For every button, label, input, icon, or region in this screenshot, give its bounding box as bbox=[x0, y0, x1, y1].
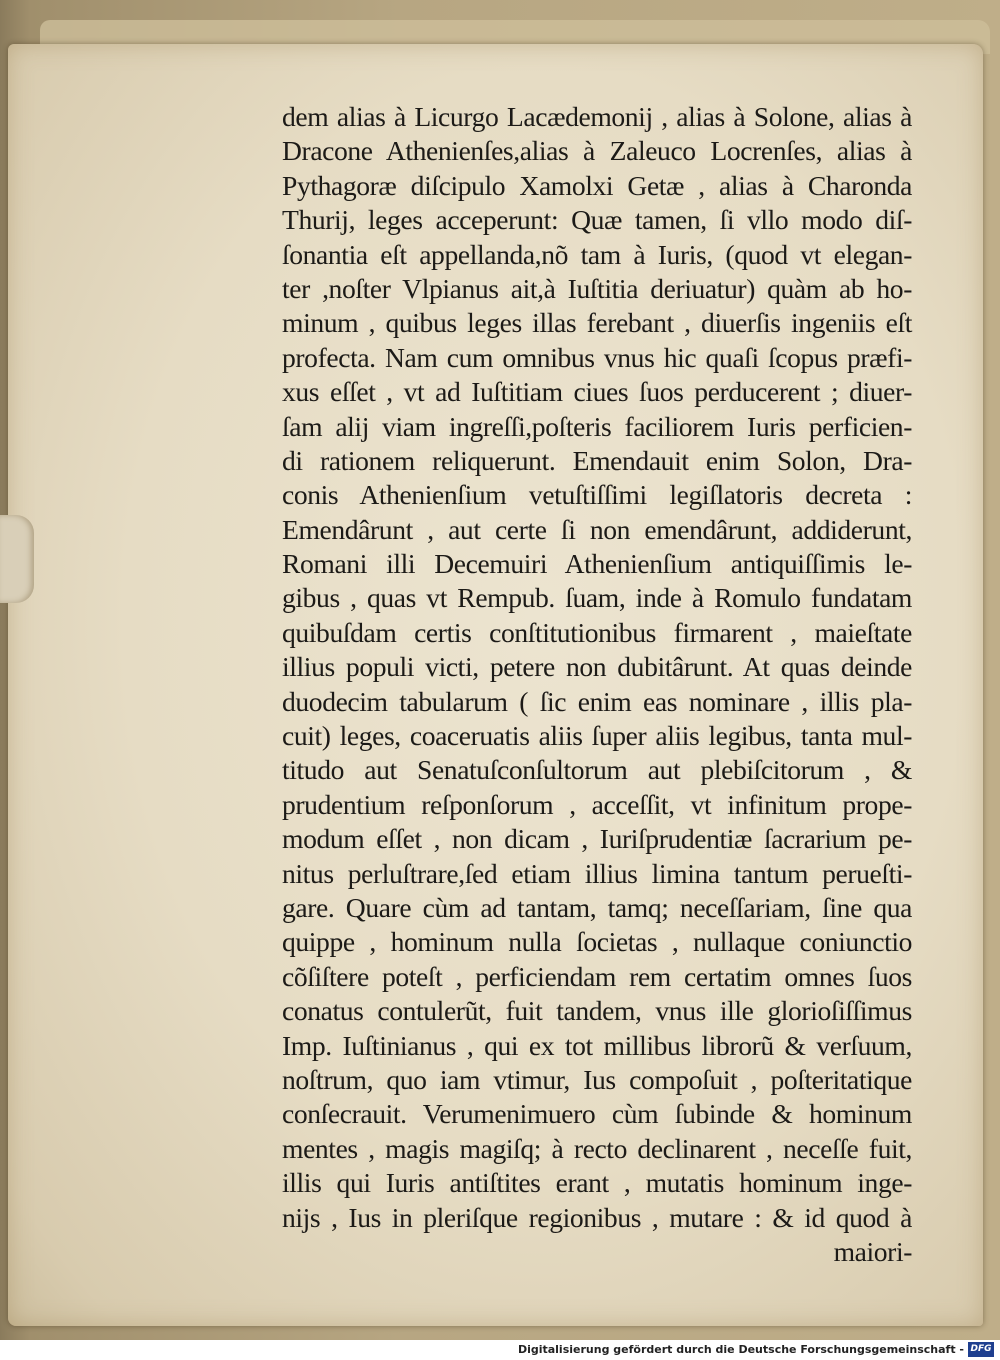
text-line: Romani illi Decemuiri Athenienſium antiquiſſimis le- bbox=[282, 548, 912, 580]
text-line: modum eſſet , non dicam , Iuriſprudentiæ ſacrarium pe- bbox=[282, 823, 912, 855]
page-tab bbox=[0, 515, 34, 603]
catchword: maiori- bbox=[833, 1235, 912, 1267]
text-line: quippe , hominum nulla ſocietas , nullaque coniunctio bbox=[282, 926, 912, 958]
text-line: illius populi victi, petere non dubitârunt. At quas deinde bbox=[282, 651, 912, 683]
text-line: conſecrauit. Verumenimuero cùm ſubinde & hominum bbox=[282, 1098, 912, 1130]
text-line: duodecim tabularum ( ſic enim eas nominare , illis pla- bbox=[282, 685, 912, 717]
text-line: nijs , Ius in pleriſque regionibus , mutare : & id quod à bbox=[282, 1201, 912, 1233]
text-line: ſonantia eſt appellanda,nõ tam à Iuris, (quod vt elegan- bbox=[282, 238, 912, 270]
text-line: cuit) leges, coaceruatis aliis ſuper aliis legibus, tanta mul- bbox=[282, 720, 912, 752]
text-line: noſtrum, quo iam vtimur, Ius compoſuit , poſteritatique bbox=[282, 1063, 912, 1095]
text-line: profecta. Nam cum omnibus vnus hic quaſi ſcopus præfi- bbox=[282, 341, 912, 373]
text-line: Thurij, leges acceperunt: Quæ tamen, ſi vllo modo diſ- bbox=[282, 204, 912, 236]
page-text bbox=[282, 100, 912, 1269]
text-line: Dracone Athenienſes,alias à Zaleuco Locrenſes, alias à bbox=[282, 135, 912, 167]
digitization-footer bbox=[0, 1340, 1000, 1360]
text-line: gibus , quas vt Rempub. ſuam, inde à Romulo fundatam bbox=[282, 582, 912, 614]
funding-credit: Digitalisierung gefördert durch die Deutsche Forschungsgemeinschaft - bbox=[517, 1343, 964, 1356]
text-line: conis Athenienſium vetuſtiſſimi legiſlatoris decreta : bbox=[282, 479, 912, 511]
text-line: illis qui Iuris antiſtites erant , mutatis hominum inge- bbox=[282, 1167, 912, 1199]
text-line: prudentium reſponſorum , acceſſit, vt infinitum prope- bbox=[282, 788, 912, 820]
text-line: Emendârunt , aut certe ſi non emendârunt, addiderunt, bbox=[282, 513, 912, 545]
text-line: nitus perluſtrare,ſed etiam illius limina tantum perueſti- bbox=[282, 857, 912, 889]
text-line: gare. Quare cùm ad tantam, tamq; neceſſariam, ſine qua bbox=[282, 891, 912, 923]
text-line: xus eſſet , vt ad Iuſtitiam ciues ſuos perducerent ; diuer- bbox=[282, 376, 912, 408]
text-line: mentes , magis magiſq; à recto declinarent , neceſſe fuit, bbox=[282, 1132, 912, 1164]
text-line: dem alias à Licurgo Lacædemonij , alias à Solone, alias à bbox=[282, 101, 912, 132]
text-line: ter ,noſter Vlpianus ait,à Iuſtitia deriuatur) quàm ab ho- bbox=[282, 272, 912, 304]
text-line: di rationem reliquerunt. Emendauit enim Solon, Dra- bbox=[282, 444, 912, 476]
text-line: quibuſdam certis conſtitutionibus firmarent , maieſtate bbox=[282, 616, 912, 648]
text-line: titudo aut Senatuſconſultorum aut plebiſcitorum , & bbox=[282, 754, 912, 786]
text-line: Pythagoræ diſcipulo Xamolxi Getæ , alias à Charonda bbox=[282, 169, 912, 201]
text-line: conatus contulerũt, fuit tandem, vnus ille glorioſiſſimus bbox=[282, 995, 912, 1027]
text-line: cõſiſtere poteſt , perficiendam rem certatim omnes ſuos bbox=[282, 960, 912, 992]
text-line: minum , quibus leges illas ferebant , diuerſis ingeniis eſt bbox=[282, 307, 912, 339]
text-line: ſam alij viam ingreſſi,poſteris faciliorem Iuris perficien- bbox=[282, 410, 912, 442]
dfg-logo-icon: DFG bbox=[968, 1342, 994, 1357]
text-line: Imp. Iuſtinianus , qui ex tot millibus librorũ & verſuum, bbox=[282, 1029, 912, 1061]
